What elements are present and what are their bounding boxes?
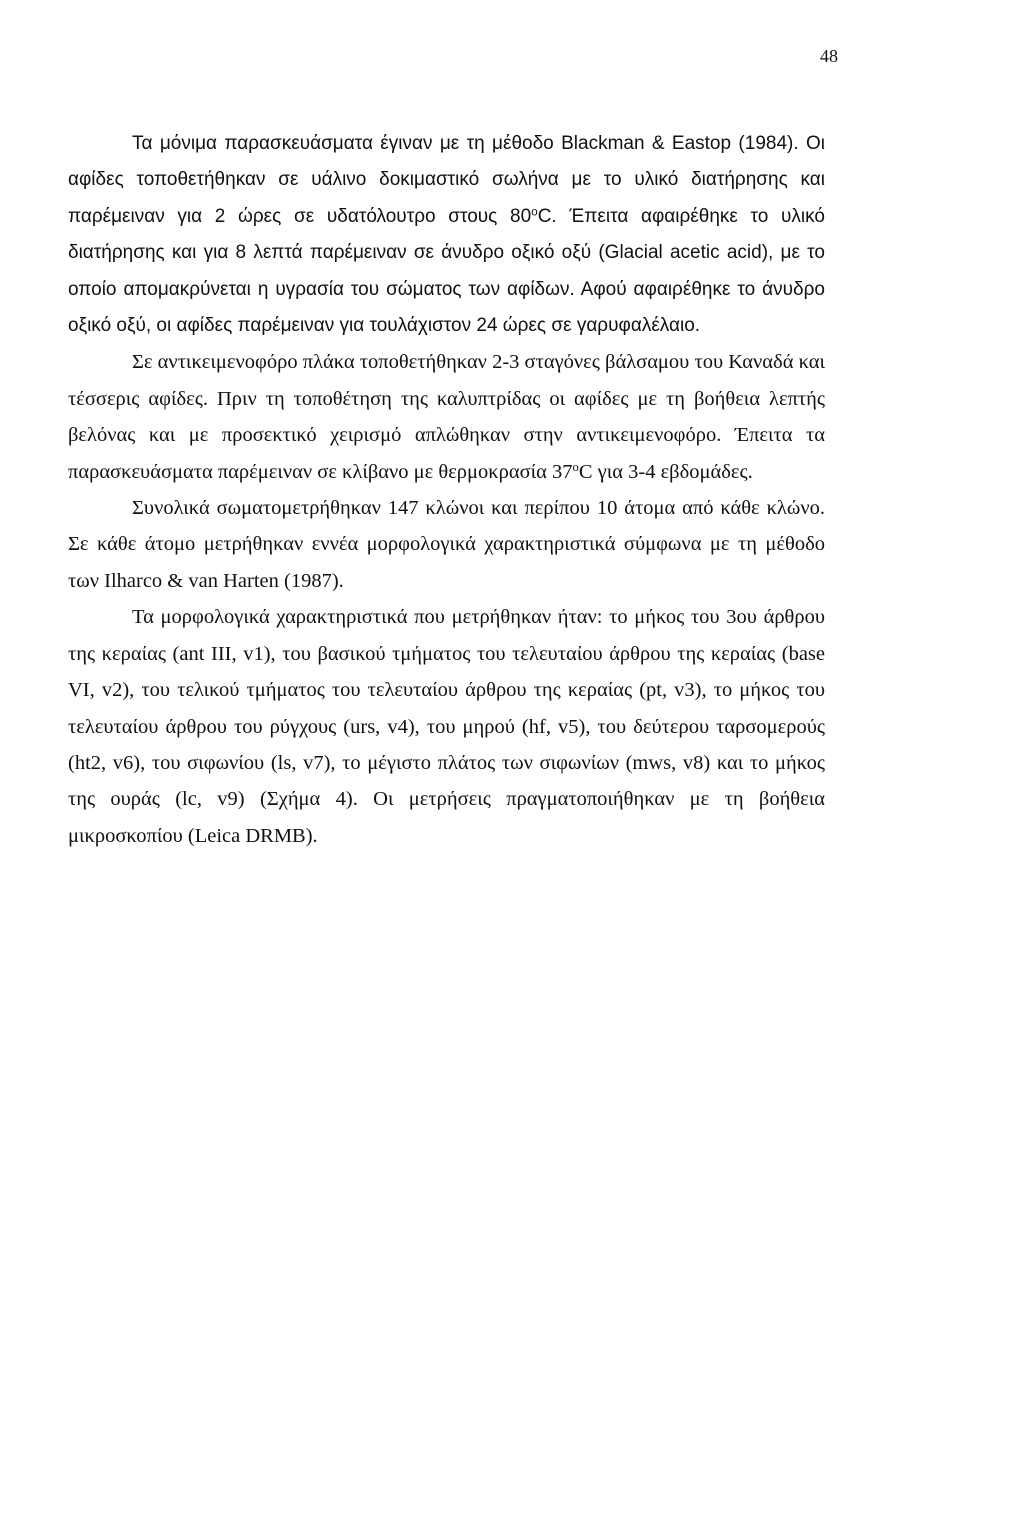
page-number: 48 (820, 46, 838, 66)
document-body (68, 126, 825, 854)
paragraph-mounting (68, 344, 825, 490)
paragraph-slide-preparation (68, 126, 825, 344)
paragraph-mounting-text: Σε αντικειμενοφόρο πλάκα τοποθετήθηκαν 2-3 σταγόνες βάλσαμου του Καναδά και τέσσερις αφίδες. Πριν τη τοποθέτηση της καλυπτρίδας οι αφίδες με τη βοήθεια λεπτής βελόνας και με προσεκτικό χειρισμό απλώθηκαν στην αντικειμενοφόρο. Έπειτα τα παρασκευάσματα παρέμειναν σε κλίβανο με θερμοκρασία 37 (68, 351, 825, 483)
paragraph-morphological-traits: Τα μορφολογικά χαρακτηριστικά που μετρήθηκαν ήταν: το μήκος του 3ου άρθρου της κεραίας (ant III, v1), του βασικού τμήματος του τελευταίου άρθρου της κεραίας (base VI, v2), του τελικού τμήματος του τελευταίου άρθρου της κεραίας (pt, v3), το μήκος του τελευταίου άρθρου του ρύγχους (urs, v4), του μηρού (hf, v5), του δεύτερου ταρσομερούς (ht2, v6), του σιφωνίου (ls, v7), το μέγιστο πλάτος των σιφωνίων (mws, v8) και το μήκος της ουράς (lc, v9) (Σχήμα 4). Οι μετρήσεις πραγματοποιήθηκαν με τη βοήθεια μικροσκοπίου (Leica DRMB). (68, 606, 825, 847)
degree-superscript: ο (572, 459, 579, 474)
paragraph-mounting-text-cont: C για 3-4 εβδομάδες. (578, 460, 753, 483)
degree-superscript: ο (531, 205, 538, 219)
paragraph-measurement-sample: Συνολικά σωματομετρήθηκαν 147 κλώνοι και περίπου 10 άτομα από κάθε κλώνο. Σε κάθε άτομο μετρήθηκαν εννέα μορφολογικά χαρακτηριστικά σύμφωνα με τη μέθοδο των Ilharco & van Harten (1987). (68, 497, 825, 592)
paragraph-slide-preparation-text: Τα μόνιμα παρασκευάσματα έγιναν με τη μέθοδο Blackman & Eastop (1984). Οι αφίδες τοποθετήθηκαν σε υάλινο δοκιμαστικό σωλήνα με το υλικό διατήρησης και παρέμειναν για 2 ώρες σε υδατόλουτρο στους 80 (68, 133, 825, 227)
paragraph-slide-preparation-text-cont: C. Έπειτα αφαιρέθηκε το υλικό διατήρησης και για 8 λεπτά παρέμειναν σε άνυδρο οξικό οξύ (Glacial acetic acid), με το οποίο απομακρύνεται η υγρασία του σώματος των αφίδων. Αφού αφαιρέθηκε το άνυδρο οξικό οξύ, οι αφίδες παρέμειναν για τουλάχιστον 24 ώρες σε γαρυφαλέλαιο. (68, 205, 825, 337)
